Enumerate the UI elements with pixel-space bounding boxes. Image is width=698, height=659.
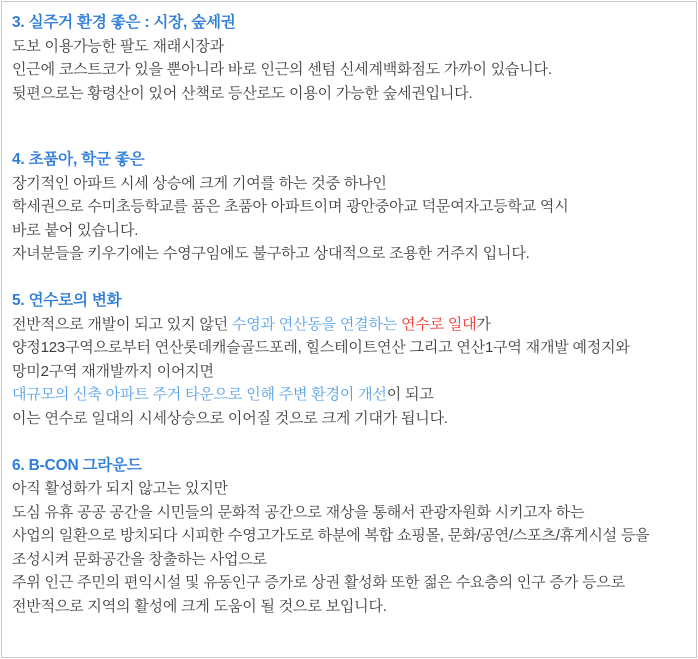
paragraph-line: [12, 383, 684, 407]
text-segment: 전반적으로 개발이 되고 있지 않던: [12, 315, 232, 333]
text-segment: 도심 유휴 공공 공간을 시민들의 문화적 공간으로 재상을 통해서 관광자원화 시키고자 하는: [12, 503, 585, 521]
paragraph-line: [12, 242, 684, 266]
section-5-yeonsu-ro-change: [12, 289, 684, 430]
text-segment: 전반적으로 지역의 활성에 크게 도움이 될 것으로 보입니다.: [12, 597, 387, 615]
text-segment: 사업의 일환으로 방치되다 시피한 수영고가도로 하분에 복합 쇼핑몰, 문화/공연/스포츠/휴게시설 등을: [12, 527, 650, 544]
paragraph-line: [12, 360, 684, 384]
section-3-living-environment: [12, 11, 684, 105]
section-4-school-district: [12, 148, 684, 266]
paragraph-line: [12, 336, 684, 360]
paragraph-line: [12, 58, 684, 82]
text-segment: 주위 인근 주민의 편익시설 및 유동인구 증가로 상권 활성화 또한 젊은 수요층의 인구 증가 등으로: [12, 574, 625, 591]
text-segment: 이 되고: [386, 386, 434, 403]
text-segment: 이는 연수로 일대의 시세상승으로 이어질 것으로 크게 기대가 됩니다.: [12, 409, 448, 427]
section-6-bcon-ground: [12, 454, 684, 619]
highlight-blue-segment: 수영과 연산동을 연결하는: [231, 315, 401, 333]
section-3-living-environment-heading: 3. 실주거 환경 좋은 : 시장, 숲세권: [12, 14, 236, 31]
paragraph-line: [12, 595, 684, 619]
text-segment: 양정123구역으로부터 연산롯데캐슬골드포레, 힐스테이트연산 그리고 연산1구역 재개발 예정지와: [12, 339, 630, 356]
paragraph-line: [12, 477, 684, 501]
text-segment: 조성시켜 문화공간을 창출하는 사업으로: [12, 550, 267, 568]
paragraph-line: [12, 571, 684, 595]
text-segment: 도보 이용가능한 팔도 재래시장과: [12, 37, 224, 55]
text-segment: 아직 활성화가 되지 않고는 있지만: [12, 480, 228, 497]
text-segment: 장기적인 아파트 시세 상승에 크게 기여를 하는 것중 하나인: [12, 174, 387, 192]
article-content: [1, 1, 697, 658]
paragraph-line: [12, 501, 684, 525]
text-segment: 망미2구역 재개발까지 이어지면: [12, 362, 214, 380]
paragraph-line: [12, 35, 684, 59]
highlight-red-segment: 연수로 일대: [401, 315, 477, 333]
paragraph-line: [12, 195, 684, 219]
section-4-school-district-heading: 4. 초품아, 학군 좋은: [12, 151, 145, 168]
paragraph-line: [12, 172, 684, 196]
text-segment: 학세권으로 수미초등학교를 품은 초품아 아파트이며 광안중아교 덕문여자고등학교 역시: [12, 198, 569, 215]
paragraph-line: [12, 82, 684, 106]
text-segment: 인근에 코스트코가 있을 뿐아니라 바로 인근의 센텀 신세계백화점도 가까이 있습니다.: [12, 61, 552, 78]
text-segment: 자녀분들을 키우기에는 수영구임에도 불구하고 상대적으로 조용한 거주지 입니다.: [12, 245, 530, 262]
paragraph-line: [12, 548, 684, 572]
highlight-blue-segment: 대규모의 신축 아파트 주거 타운으로 인해 주변 환경이 개선: [12, 386, 387, 403]
section-6-bcon-ground-heading: 6. B-CON 그라운드: [12, 456, 142, 474]
text-segment: 바로 붙어 있습니다.: [12, 221, 139, 239]
text-segment: 가: [476, 315, 491, 333]
paragraph-line: [12, 407, 684, 431]
paragraph-line: [12, 219, 684, 243]
section-5-yeonsu-ro-change-heading: 5. 연수로의 변화: [12, 292, 122, 309]
paragraph-line: [12, 313, 684, 337]
text-segment: 뒷편으로는 황령산이 있어 산책로 등산로도 이용이 가능한 숲세권입니다.: [12, 84, 473, 102]
paragraph-line: [12, 524, 684, 548]
